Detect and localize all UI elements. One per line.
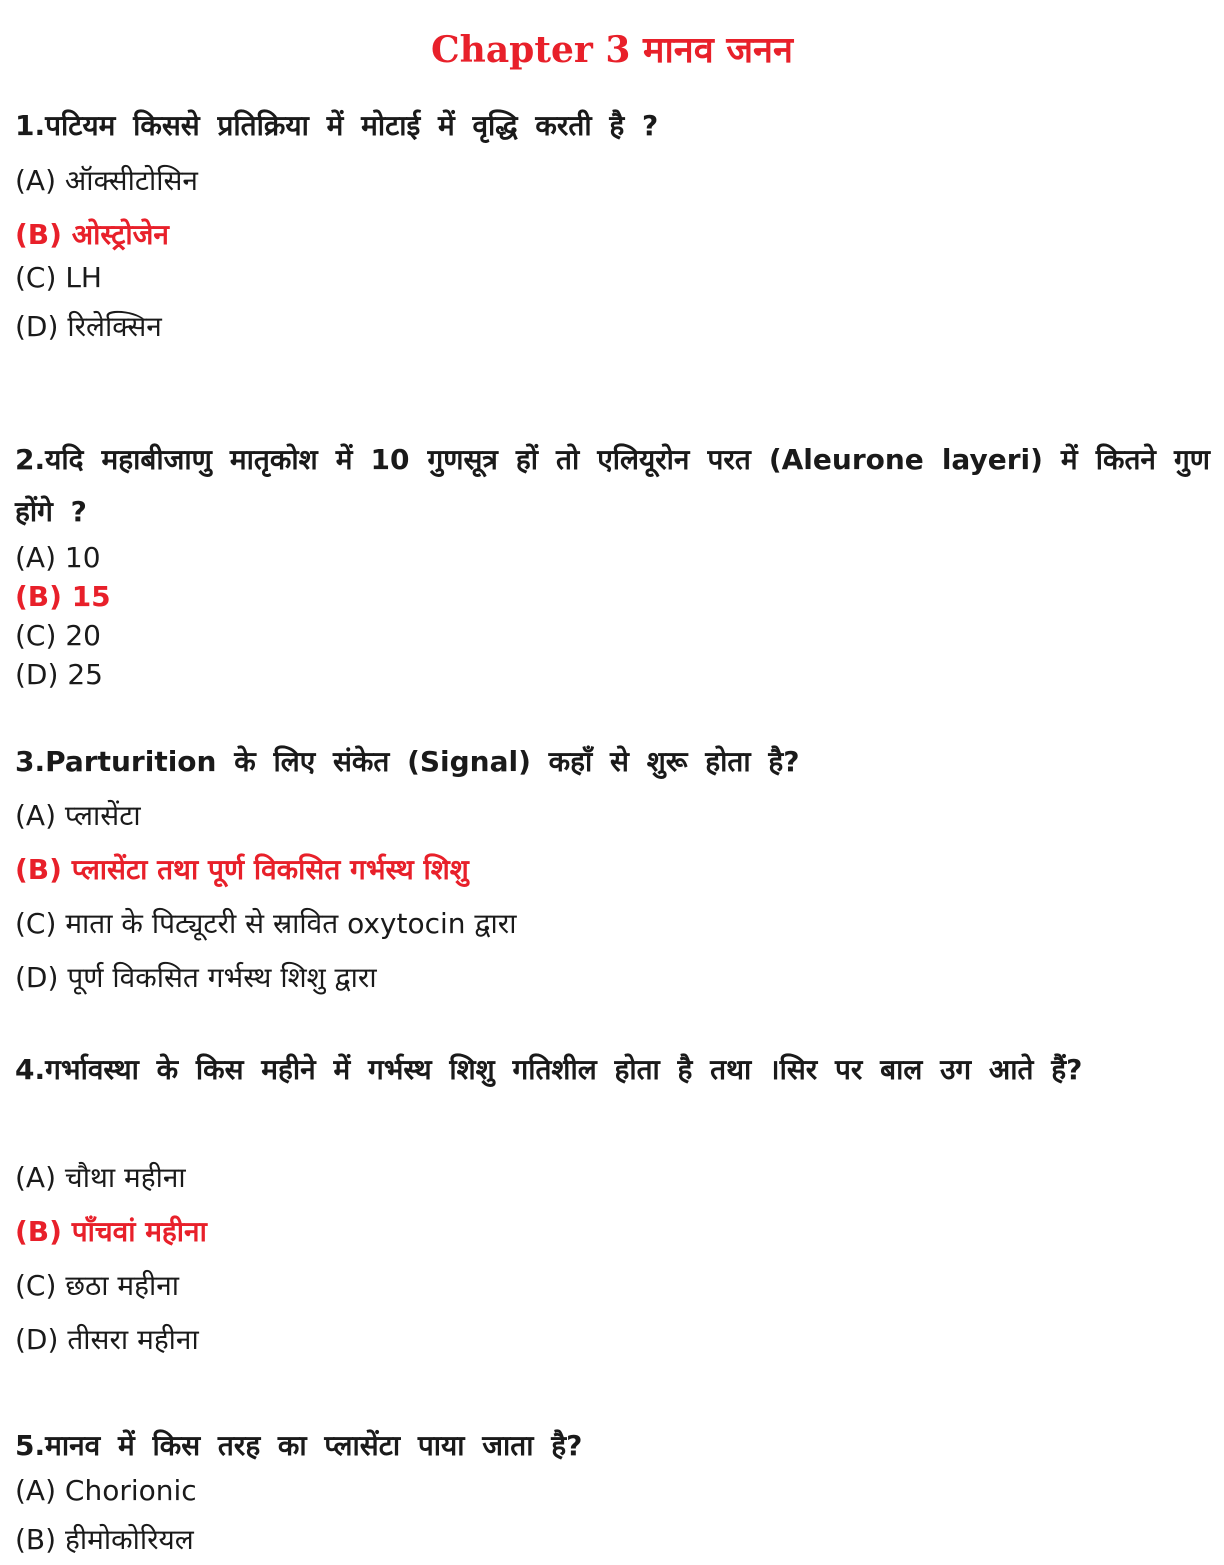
option-label: (B) [15, 853, 62, 886]
question-number: 1. [15, 109, 46, 142]
option-label: (C) [15, 619, 57, 652]
option-label: (D) [15, 310, 59, 343]
option-text: LH [65, 261, 102, 294]
option-label: (A) [15, 164, 57, 197]
q4-option-a[interactable] [15, 1158, 186, 1198]
option-text: 10 [64, 541, 101, 574]
q2-option-a[interactable] [15, 538, 101, 578]
question-text: पटियम किससे प्रतिक्रिया में मोटाई में वृद्धि करती है ? [45, 109, 659, 142]
question-number: 4. [15, 1053, 46, 1086]
q3-option-d[interactable] [15, 958, 377, 998]
q5-option-a[interactable] [15, 1471, 197, 1511]
question-text: गर्भावस्था के किस महीने में गर्भस्थ शिशु गतिशील होता है तथा ।सिर पर बाल उग आते हैं? [45, 1053, 1083, 1086]
option-label: (A) [15, 1161, 57, 1194]
q4-option-b-correct[interactable] [15, 1212, 207, 1252]
q1-option-d[interactable] [15, 307, 162, 347]
option-label: (C) [15, 261, 57, 294]
q4-option-d[interactable] [15, 1320, 199, 1360]
q3-option-a[interactable] [15, 796, 141, 836]
option-label: (C) [15, 1269, 57, 1302]
q1-option-b-correct[interactable] [15, 215, 169, 255]
q4-option-c[interactable] [15, 1266, 179, 1306]
option-text: तीसरा महीना [67, 1323, 199, 1356]
option-label: (A) [15, 799, 57, 832]
option-label: (A) [15, 1474, 57, 1507]
option-text: ओस्ट्रोजेन [71, 218, 169, 251]
option-text: चौथा महीना [64, 1161, 186, 1194]
question-number: 2. [15, 443, 46, 476]
option-text: छठा महीना [65, 1269, 180, 1302]
page-title: Chapter 3 मानव जनन [431, 29, 793, 71]
option-text: प्लासेंटा तथा पूर्ण विकसित गर्भस्थ शिशु [71, 853, 469, 886]
question-2 [15, 434, 1210, 538]
q2-option-c[interactable] [15, 616, 101, 656]
option-text: 20 [65, 619, 101, 652]
q2-option-b-correct[interactable] [15, 577, 111, 617]
question-1 [15, 100, 1210, 152]
option-label: (D) [15, 1323, 59, 1356]
question-4 [15, 1044, 1210, 1096]
option-text: पाँचवां महीना [71, 1215, 207, 1248]
option-text: पूर्ण विकसित गर्भस्थ शिशु द्वारा [67, 961, 377, 994]
option-label: (B) [15, 580, 62, 613]
q3-option-b-correct[interactable] [15, 850, 469, 890]
question-5 [15, 1420, 1210, 1472]
option-label: (B) [15, 1215, 62, 1248]
question-text: यदि महाबीजाणु मातृकोश में 10 गुणसूत्र हों तो एलियूरोन परत (Aleurone layeri) में कितने गुण होंगे ? [15, 443, 1210, 528]
option-text: ऑक्सीटोसिन [64, 164, 198, 197]
q1-option-a[interactable] [15, 161, 198, 201]
question-3 [15, 736, 1210, 788]
option-label: (B) [15, 1523, 57, 1556]
option-text: रिलेक्सिन [67, 310, 162, 343]
q1-option-c[interactable] [15, 258, 102, 298]
option-text: 25 [67, 658, 103, 691]
option-text: हीमोकोरियल [64, 1523, 194, 1556]
question-text: मानव में किस तरह का प्लासेंटा पाया जाता है? [45, 1429, 583, 1462]
question-number: 5. [15, 1429, 46, 1462]
option-label: (D) [15, 961, 59, 994]
option-label: (D) [15, 658, 59, 691]
option-text: 15 [71, 580, 111, 613]
q5-option-b[interactable] [15, 1520, 194, 1560]
option-text: प्लासेंटा [64, 799, 141, 832]
option-text: माता के पिट्यूटरी से स्रावित oxytocin द्वारा [65, 907, 517, 940]
q3-option-c[interactable] [15, 904, 516, 944]
question-number: 3. [15, 745, 46, 778]
option-label: (C) [15, 907, 57, 940]
option-label: (A) [15, 541, 57, 574]
question-text: Parturition के लिए संकेत (Signal) कहाँ से शुरू होता है? [45, 745, 800, 778]
q2-option-d[interactable] [15, 655, 103, 695]
option-label: (B) [15, 218, 62, 251]
option-text: Chorionic [64, 1474, 197, 1507]
